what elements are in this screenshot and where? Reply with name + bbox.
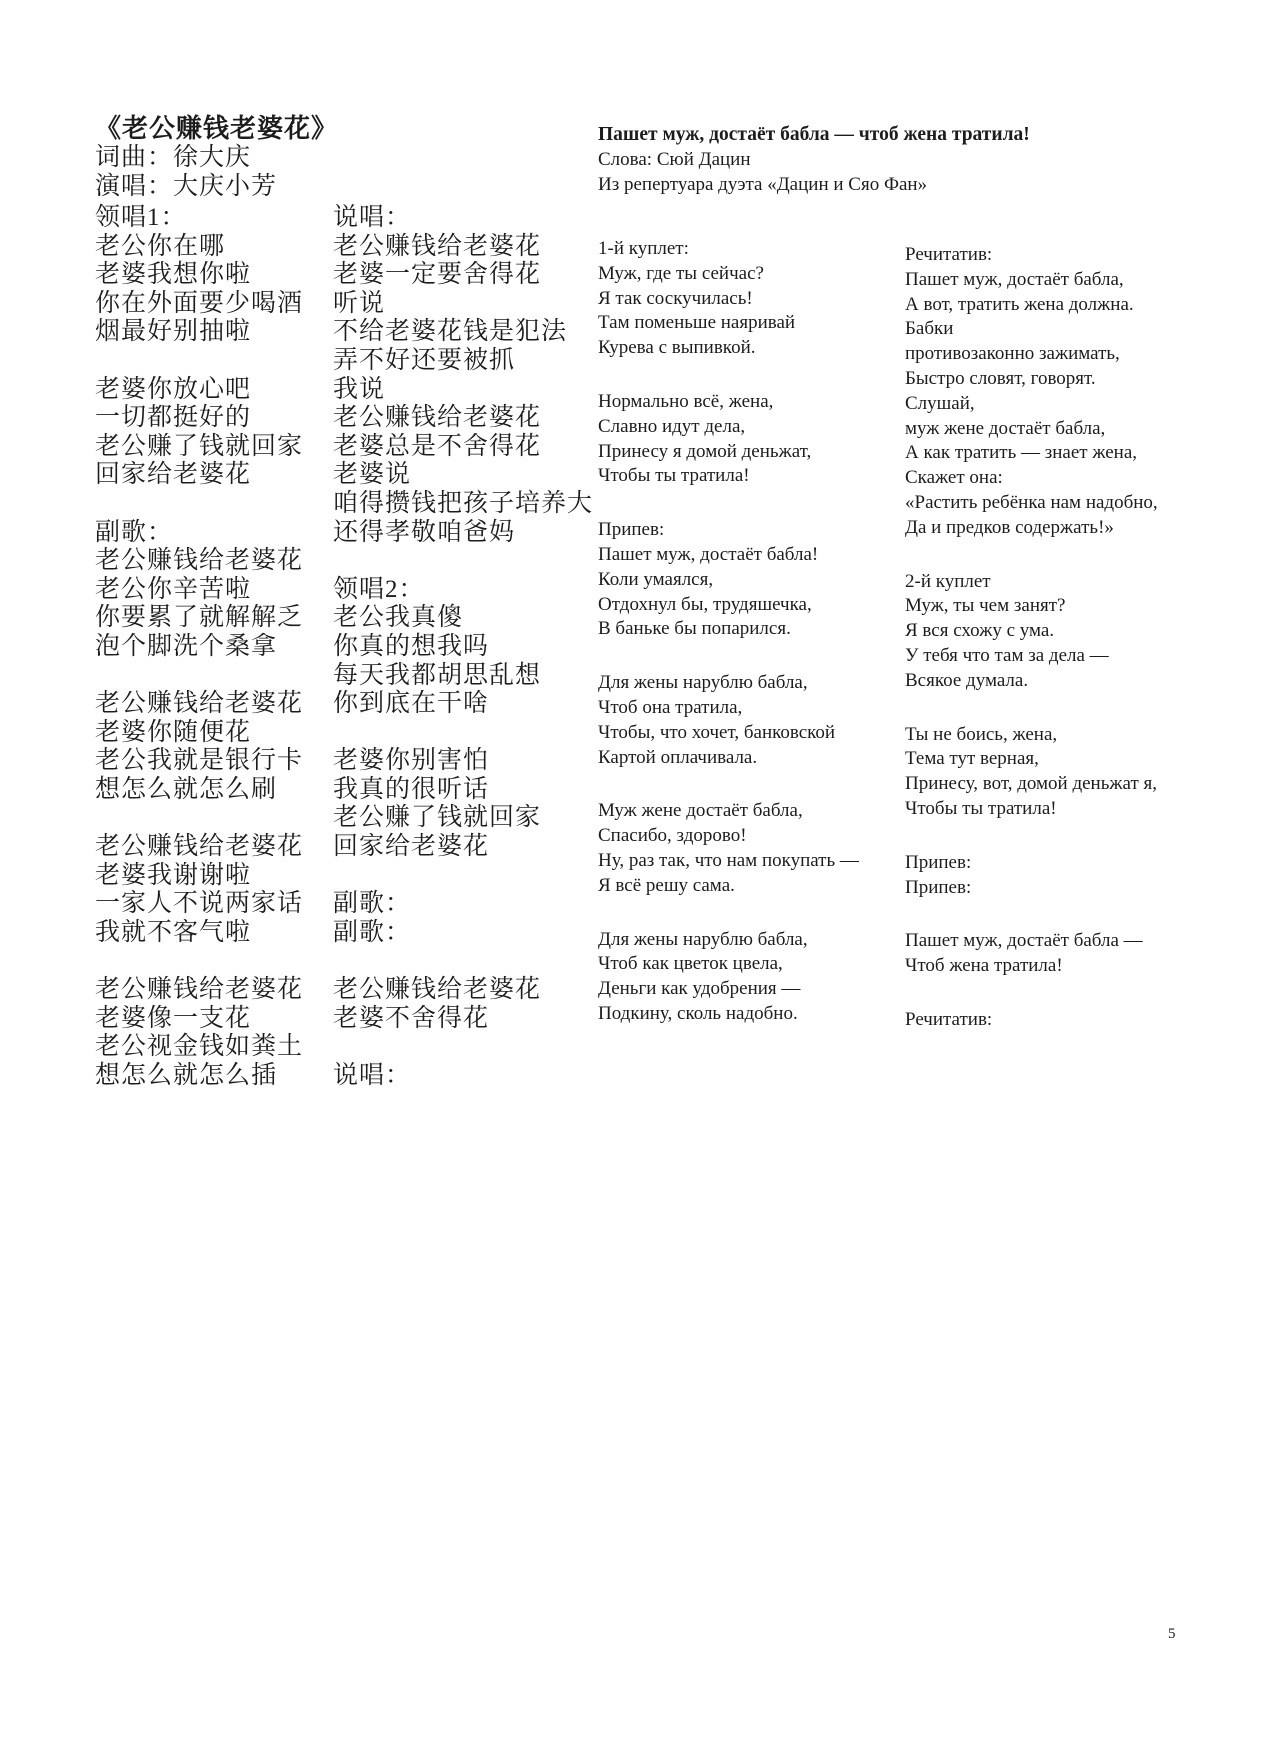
lyric-line: 老婆总是不舍得花	[333, 432, 542, 460]
lyric-line: Речитатив:	[905, 1008, 993, 1030]
lyric-line: Всякое думала.	[905, 669, 1029, 691]
stanza	[598, 928, 859, 1027]
lyric-line: 老公赚了钱就回家	[95, 432, 304, 460]
lyric-line: 老公赚钱给老婆花	[95, 833, 304, 861]
lyric-line: Пашет муж, достаёт бабла,	[905, 268, 1124, 290]
lyric-line: Чтоб как цветок цвела,	[598, 953, 783, 975]
lyric-line: 老婆我谢谢啦	[95, 861, 252, 889]
lyric-line: 老婆你别害怕	[333, 747, 490, 775]
lyric-line: Спасибо, здорово!	[598, 825, 747, 847]
lyric-line: 老公赚钱给老婆花	[333, 232, 542, 260]
lyric-line: 说唱：	[333, 204, 412, 231]
stanza	[905, 723, 1158, 822]
lyric-line: Пашет муж, достаёт бабла —	[905, 930, 1143, 952]
lyric-line: Пашет муж, достаёт бабла!	[598, 543, 819, 565]
lyric-line: муж жене достаёт бабла,	[905, 417, 1106, 439]
lyric-line: Чтоб она тратила,	[598, 696, 743, 718]
lyric-line: 老公赚钱给老婆花	[333, 404, 542, 432]
lyric-line: 弄不好还要被抓	[333, 346, 516, 374]
lyric-line: 老公我就是银行卡	[95, 747, 304, 775]
stanza	[333, 1062, 593, 1091]
stanza	[95, 833, 303, 947]
lyric-line: Отдохнул бы, трудяшечка,	[598, 593, 812, 615]
lyric-line: 老婆你随便花	[95, 718, 252, 746]
stanza	[598, 518, 859, 642]
stanza	[95, 976, 303, 1090]
lyric-line: 听说	[333, 289, 386, 317]
lyric-line: Там поменьше наяривай	[598, 312, 796, 334]
lyric-line: 一家人不说两家话	[95, 890, 304, 918]
stanza	[905, 243, 1158, 541]
lyric-line: Я вся схожу с ума.	[905, 620, 1055, 642]
lyric-line: 老公赚钱给老婆花	[95, 976, 304, 1004]
lyric-line: 老公视金钱如粪土	[95, 1033, 304, 1061]
lyric-line: Чтобы ты тратила!	[598, 465, 750, 487]
lyric-line: Принесу, вот, домой деньжат я,	[905, 773, 1158, 795]
stanza	[95, 690, 303, 804]
lyric-line: 我就不客气啦	[95, 918, 252, 946]
lyric-line: 领唱2：	[333, 575, 425, 603]
lyric-line: противозаконно зажимать,	[905, 343, 1120, 365]
lyric-line: Припев:	[598, 519, 665, 541]
lyric-line: 回家给老婆花	[95, 461, 252, 489]
stanza	[333, 890, 593, 947]
lyric-line: Подкину, сколь надобно.	[598, 1002, 798, 1024]
lyric-line: 副歌：	[333, 890, 412, 918]
stanza	[95, 519, 303, 662]
stanza	[333, 204, 593, 547]
song-title-chinese: 《老公赚钱老婆花》	[95, 114, 339, 143]
lyrics-author-credit: Слова: Сюй Дацин	[598, 149, 751, 170]
lyric-line: 老公赚钱给老婆花	[95, 690, 304, 718]
lyric-line: 你到底在干啥	[333, 690, 490, 718]
lyric-line: Славно идут дела,	[598, 415, 746, 437]
lyric-line: У тебя что там за дела —	[905, 644, 1109, 666]
stanza	[598, 671, 859, 770]
lyric-line: 老公赚了钱就回家	[333, 804, 542, 832]
stanza	[598, 390, 859, 489]
stanza	[333, 976, 593, 1033]
lyric-line: Да и предков содержать!»	[905, 516, 1114, 538]
repertoire-credit: Из репертуара дуэта «Дацин и Сяо Фан»	[598, 174, 928, 195]
stanza	[95, 204, 303, 347]
lyric-line: 老婆你放心吧	[95, 375, 252, 403]
lyric-line: 泡个脚洗个桑拿	[95, 632, 278, 660]
lyric-line: Слушай,	[905, 392, 975, 414]
stanza	[333, 747, 593, 861]
lyric-line: Чтобы ты тратила!	[905, 797, 1057, 819]
stanza	[905, 929, 1158, 979]
lyric-line: 老婆像一支花	[95, 1004, 252, 1032]
lyric-line: Для жены нарублю бабла,	[598, 928, 808, 950]
stanza	[333, 576, 593, 719]
lyric-line: 1-й куплет:	[598, 238, 689, 259]
lyric-line: 我真的很听话	[333, 775, 490, 803]
lyric-line: Муж жене достаёт бабла,	[598, 800, 803, 822]
lyric-line: 回家给老婆花	[333, 833, 490, 861]
lyric-line: 2-й куплет	[905, 570, 991, 592]
lyric-line: А вот, тратить жена должна.	[905, 293, 1134, 315]
lyric-line: Я так соскучилась!	[598, 287, 753, 309]
lyric-line: 你真的想我吗	[333, 632, 490, 660]
lyric-line: Картой оплачивала.	[598, 746, 758, 768]
lyric-line: 咱得攒钱把孩子培养大	[333, 489, 594, 517]
performer-credit: 演唱：大庆小芳	[95, 173, 278, 200]
lyric-line: Для жены нарублю бабла,	[598, 672, 808, 694]
lyric-line: 想怎么就怎么插	[95, 1061, 278, 1089]
song-title-russian: Пашет муж, достаёт бабла — чтоб жена тратила!	[598, 124, 1030, 145]
lyric-line: В баньке бы попарился.	[598, 618, 791, 640]
lyric-line: Припев:	[905, 876, 972, 898]
lyric-line: 老公我真傻	[333, 604, 464, 632]
lyric-line: Чтобы, что хочет, банковской	[598, 721, 836, 743]
stanza	[905, 1008, 1158, 1033]
lyric-line: Чтоб жена тратила!	[905, 955, 1063, 977]
lyric-line: 领唱1：	[95, 204, 187, 231]
russian-title-block	[598, 122, 1030, 197]
lyric-line: Коли умаялся,	[598, 568, 714, 590]
lyric-line: 老婆不舍得花	[333, 1004, 490, 1032]
stanza	[598, 799, 859, 898]
lyric-line: 我说	[333, 375, 386, 403]
lyric-line: 副歌：	[333, 918, 412, 946]
lyric-line: Нормально всё, жена,	[598, 390, 774, 412]
russian-lyrics-column-1	[598, 237, 859, 1056]
lyric-line: Скажет она:	[905, 467, 1003, 489]
lyric-line: Припев:	[905, 851, 972, 873]
lyric-line: 老婆我想你啦	[95, 261, 252, 289]
lyric-line: 老公赚钱给老婆花	[95, 547, 304, 575]
lyric-line: 每天我都胡思乱想	[333, 661, 542, 689]
lyric-line: Ты не боись, жена,	[905, 723, 1058, 745]
lyric-line: Я всё решу сама.	[598, 874, 735, 896]
lyric-line: Муж, где ты сейчас?	[598, 262, 764, 284]
lyric-line: 老公你辛苦啦	[95, 575, 252, 603]
stanza	[905, 851, 1158, 901]
stanza	[598, 237, 859, 361]
lyric-line: 老婆说	[333, 461, 412, 489]
lyric-line: 想怎么就怎么刷	[95, 775, 278, 803]
lyric-line: 一切都挺好的	[95, 404, 252, 432]
lyric-line: Ну, раз так, что нам покупать —	[598, 849, 859, 871]
lyric-line: 还得孝敬咱爸妈	[333, 518, 516, 546]
stanza	[95, 376, 303, 490]
lyric-line: 你要累了就解解乏	[95, 604, 304, 632]
stanza	[905, 570, 1158, 694]
chinese-title-block	[95, 114, 338, 201]
russian-lyrics-column-2	[905, 243, 1158, 1062]
lyric-line: 你在外面要少喝酒	[95, 289, 304, 317]
lyric-line: 不给老婆花钱是犯法	[333, 318, 568, 346]
page-number: 5	[1168, 1626, 1176, 1642]
lyric-line: Курева с выпивкой.	[598, 337, 756, 359]
lyric-line: А как тратить — знает жена,	[905, 442, 1137, 464]
lyric-line: Речитатив:	[905, 244, 993, 265]
lyric-line: Принесу я домой деньжат,	[598, 440, 812, 462]
lyric-line: Деньги как удобрения —	[598, 978, 801, 1000]
lyric-line: Быстро словят, говорят.	[905, 367, 1096, 389]
lyric-line: 老公赚钱给老婆花	[333, 976, 542, 1004]
chinese-lyrics-column-1	[95, 204, 303, 1119]
chinese-lyrics-column-2	[333, 204, 593, 1119]
lyric-line: 说唱：	[333, 1061, 412, 1089]
lyric-line: 烟最好别抽啦	[95, 318, 252, 346]
lyric-line: 副歌：	[95, 518, 174, 546]
songwriter-credit: 词曲：徐大庆	[95, 144, 252, 171]
lyric-line: Тема тут верная,	[905, 748, 1039, 770]
lyric-line: 老公你在哪	[95, 232, 226, 260]
lyric-line: Бабки	[905, 318, 954, 340]
lyric-line: «Растить ребёнка нам надобно,	[905, 491, 1158, 513]
lyric-line: Муж, ты чем занят?	[905, 595, 1066, 617]
lyric-line: 老婆一定要舍得花	[333, 261, 542, 289]
